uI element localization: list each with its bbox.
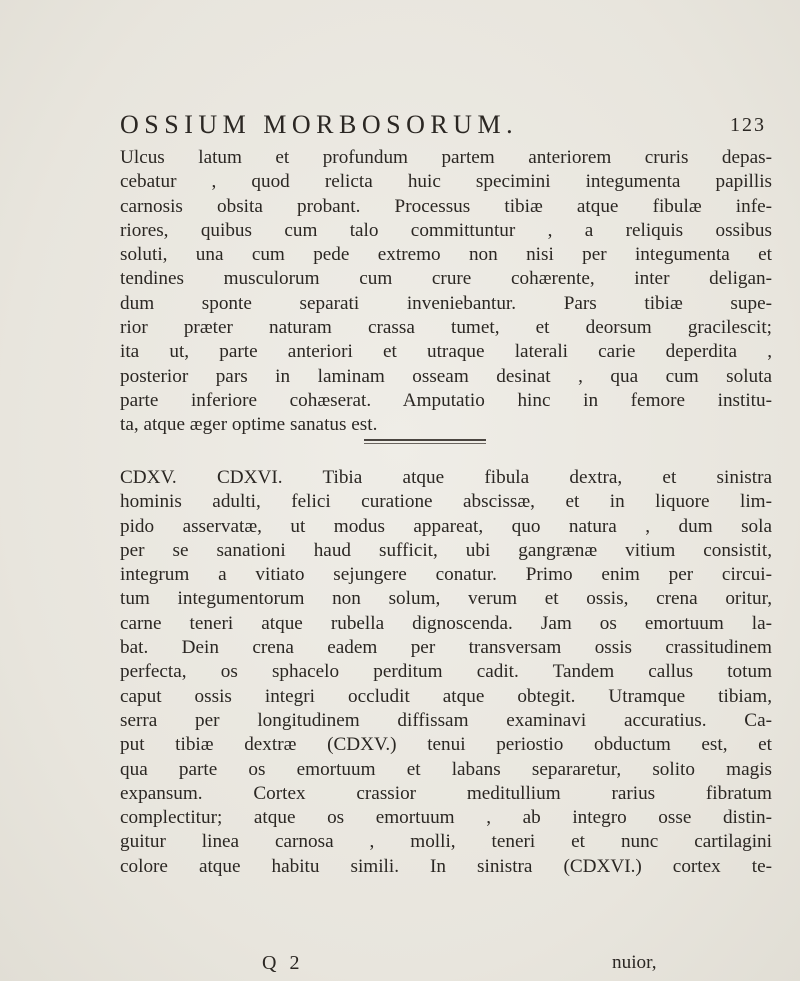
section-divider — [364, 439, 486, 441]
text-line: qua parte os emortuum et labans separaretur, solito magis — [120, 758, 772, 780]
text-line: carnosis obsita probant. Processus tibiæ atque fibulæ infe- — [120, 195, 772, 217]
signature-mark: Q 2 — [262, 952, 304, 974]
text-line: tum integumentorum non solum, verum et ossis, crena oritur, — [120, 588, 772, 610]
page-number: 123 — [730, 114, 766, 136]
text-line: ita ut, parte anteriori et utraque laterali carie deperdita , — [120, 341, 772, 363]
text-line: expansum. Cortex crassior meditullium rarius fibratum — [120, 782, 772, 804]
text-line: cebatur , quod relicta huic specimini integumenta papillis — [120, 171, 772, 193]
text-line: hominis adulti, felici curatione abscissæ, et in liquore lim- — [120, 491, 772, 513]
text-line: ta, atque æger optime sanatus est. — [120, 414, 378, 436]
text-line: guitur linea carnosa , molli, teneri et nunc cartilagini — [120, 831, 772, 853]
text-line: integrum a vitiato sejungere conatur. Primo enim per circui- — [120, 564, 772, 586]
text-line: soluti, una cum pede extremo non nisi per integumenta et — [120, 244, 772, 266]
catchword: nuior, — [612, 952, 657, 973]
text-line: dum sponte separati inveniebantur. Pars tibiæ supe- — [120, 292, 772, 314]
text-line: perfecta, os sphacelo perditum cadit. Tandem callus totum — [120, 661, 772, 683]
page-header — [120, 110, 780, 144]
text-line: carne teneri atque rubella dignoscenda. Jam os emortuum la- — [120, 612, 772, 634]
text-line: per se sanationi haud sufficit, ubi gangrænæ vitium consistit, — [120, 539, 772, 561]
text-line: caput ossis integri occludit atque obtegit. Utramque tibiam, — [120, 685, 772, 707]
paragraph-ulcus — [120, 146, 772, 438]
text-line: bat. Dein crena eadem per transversam ossis crassitudinem — [120, 637, 772, 659]
text-line: complectitur; atque os emortuum , ab integro osse distin- — [120, 807, 772, 829]
text-line: put tibiæ dextræ (CDXV.) tenui periostio obductum est, et — [120, 734, 772, 756]
text-line: rior præter naturam crassa tumet, et deorsum gracilescit; — [120, 317, 772, 339]
text-line: riores, quibus cum talo committuntur , a reliquis ossibus — [120, 219, 772, 241]
text-line: pido asservatæ, ut modus appareat, quo natura , dum sola — [120, 515, 772, 537]
running-title: OSSIUM MORBOSORUM. — [120, 110, 519, 139]
text-line: CDXV. CDXVI. Tibia atque fibula dextra, et sinistra — [120, 467, 772, 488]
text-line: colore atque habitu simili. In sinistra (CDXVI.) cortex te- — [120, 855, 772, 877]
text-line: Ulcus latum et profundum partem anteriorem cruris depas- — [120, 147, 772, 168]
text-line: posterior pars in laminam osseam desinat , qua cum soluta — [120, 365, 772, 387]
paragraph-cdxv-cdxvi — [120, 466, 772, 879]
text-line: tendines musculorum cum crure cohærente, inter deligan- — [120, 268, 772, 290]
text-line: serra per longitudinem diffissam examinavi accuratius. Ca- — [120, 709, 772, 731]
text-line: parte inferiore cohæserat. Amputatio hinc in femore institu- — [120, 389, 772, 411]
